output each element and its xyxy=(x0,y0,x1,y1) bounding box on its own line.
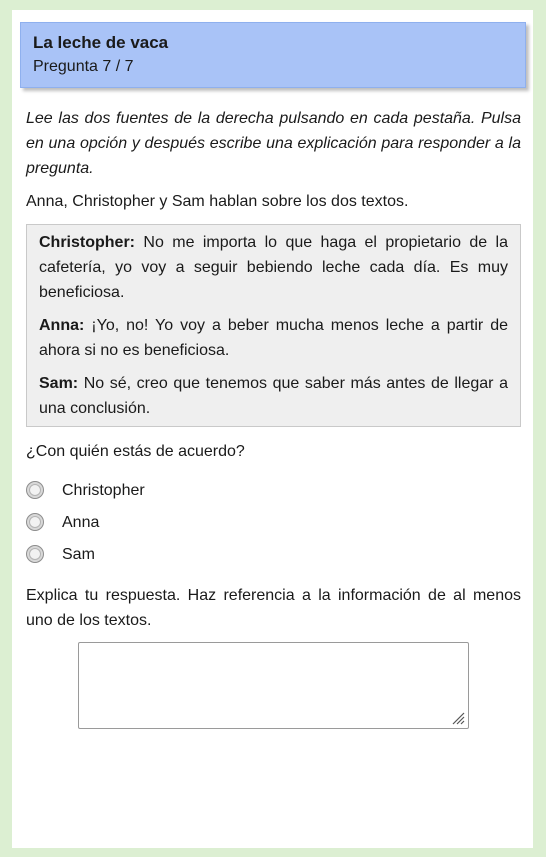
question-counter: Pregunta 7 / 7 xyxy=(33,58,134,75)
option-label[interactable]: Anna xyxy=(62,513,100,531)
dialogue-line-anna xyxy=(39,313,508,363)
question-text: ¿Con quién estás de acuerdo? xyxy=(26,443,245,460)
question-content xyxy=(26,106,521,633)
dialogue-line-christopher xyxy=(39,230,508,305)
instructions: Lee las dos fuentes de la derecha pulsando en cada pestaña. Pulsa en una opción y después escribe una explicación para responder a la pregunta. xyxy=(26,110,521,177)
dialogue-text: ¡Yo, no! Yo voy a beber mucha menos leche a partir de ahora si no es beneficiosa. xyxy=(39,317,508,359)
answer-options xyxy=(26,474,521,570)
explanation-textarea[interactable] xyxy=(78,642,469,729)
option-sam[interactable] xyxy=(26,538,521,570)
dialogue-text: No sé, creo que tenemos que saber más antes de llegar a una conclusión. xyxy=(39,375,508,417)
radio-button[interactable] xyxy=(26,481,44,499)
radio-button[interactable] xyxy=(26,545,44,563)
speaker-name: Sam: xyxy=(39,375,79,392)
question-header xyxy=(20,22,526,88)
speaker-name: Christopher: xyxy=(39,234,135,251)
dialogue-line-sam xyxy=(39,371,508,421)
intro-text: Anna, Christopher y Sam hablan sobre los dos textos. xyxy=(26,193,409,210)
page xyxy=(12,10,533,848)
option-label[interactable]: Sam xyxy=(62,545,95,563)
radio-button[interactable] xyxy=(26,513,44,531)
option-label[interactable]: Christopher xyxy=(62,481,145,499)
unit-title: La leche de vaca xyxy=(33,33,169,52)
resize-handle-icon[interactable] xyxy=(451,711,465,725)
dialogue-text: No me importa lo que haga el propietario de la cafetería, yo voy a seguir bebiendo leche cada día. Es muy beneficiosa. xyxy=(39,234,508,301)
dialogue-box xyxy=(26,224,521,427)
option-anna[interactable] xyxy=(26,506,521,538)
speaker-name: Anna: xyxy=(39,317,85,334)
option-christopher[interactable] xyxy=(26,474,521,506)
explain-prompt: Explica tu respuesta. Haz referencia a la información de al menos uno de los textos. xyxy=(26,587,521,629)
